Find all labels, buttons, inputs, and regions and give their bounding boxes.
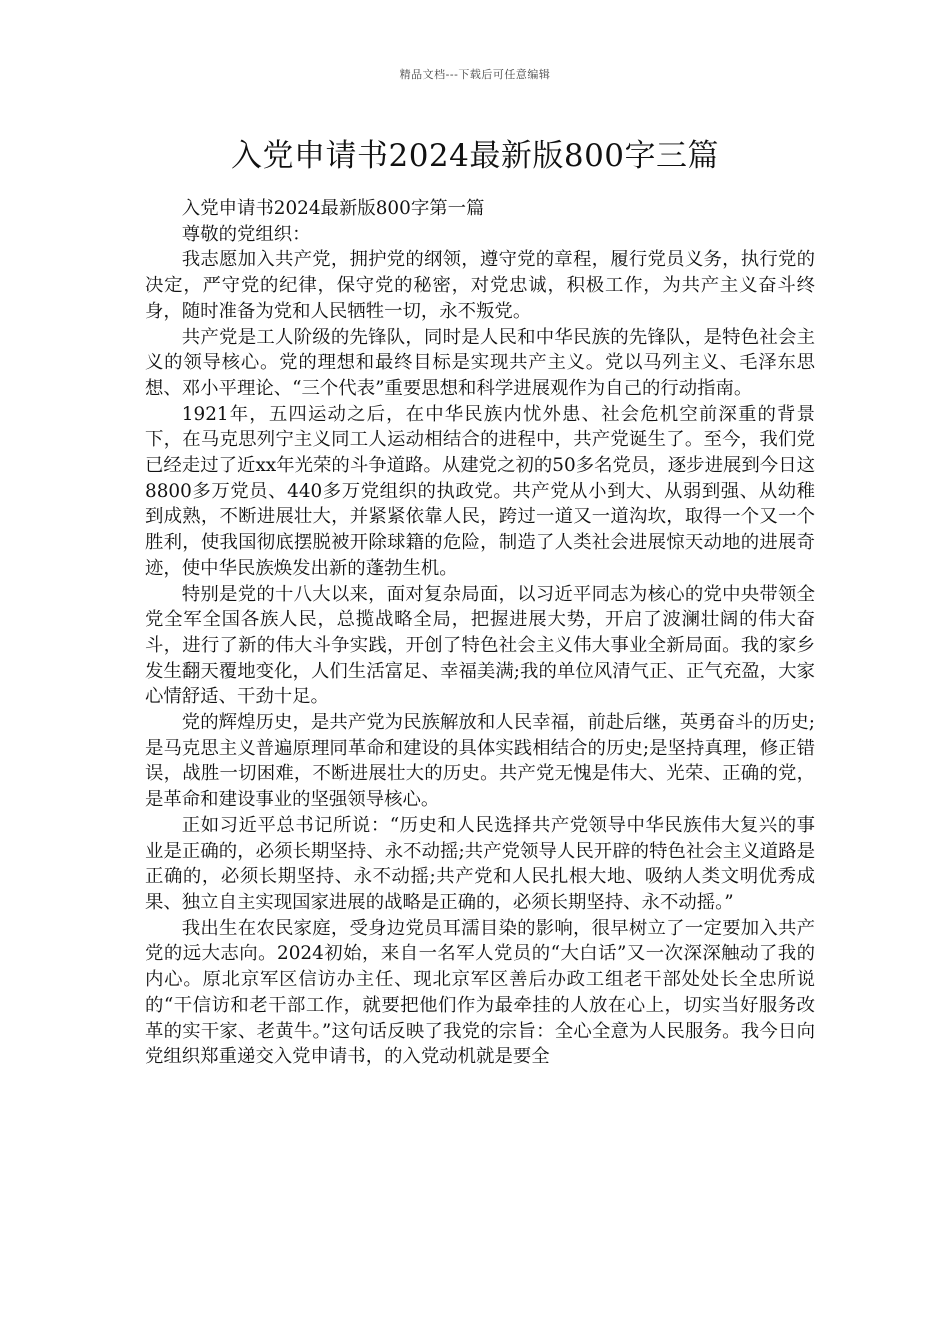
- document-title: 入党申请书2024最新版800字三篇: [230, 138, 720, 174]
- paragraph: 我出生在农民家庭，受身边党员耳濡目染的影响，很早树立了一定要加入共产党的远大志向。2024初始，来自一名军人党员的“大白话”又一次深深触动了我的内心。原北京军区信访办主任、现北京军区善后办政工组老干部处处长全忠所说的“干信访和老干部工作，就要把他们作为最牵挂的人放在心上，切实当好服务改革的实干家、老黄牛。”这句话反映了我党的宗旨：全心全意为人民服务。我今日向党组织郑重递交入党申请书，的入党动机就是要全: [145, 917, 815, 1068]
- salutation: 尊敬的党组织：: [181, 223, 311, 245]
- paragraph: 正如习近平总书记所说：“历史和人民选择共产党领导中华民族伟大复兴的事业是正确的，必须长期坚持、永不动摇;共产党领导人民开辟的特色社会主义道路是正确的，必须长期坚持、永不动摇;共产党和人民扎根大地、吸纳人类文明优秀成果、独立自主实现国家进展的战略是正确的，必须长期坚持、永不动摇。”: [145, 814, 815, 913]
- paragraph: 党的辉煌历史，是共产党为民族解放和人民幸福，前赴后继，英勇奋斗的历史;是马克思主义普遍原理同革命和建设的具体实践相结合的历史;是坚持真理，修正错误，战胜一切困难，不断进展壮大的历史。共产党无愧是伟大、光荣、正确的党，是革命和建设事业的坚强领导核心。: [145, 712, 815, 811]
- paragraph: 共产党是工人阶级的先锋队，同时是人民和中华民族的先锋队，是特色社会主义的领导核心。党的理想和最终目标是实现共产主义。党以马列主义、毛泽东思想、邓小平理论、“三个代表”重要思想和科学进展观作为自己的行动指南。: [145, 326, 815, 399]
- document-body: [145, 196, 815, 1070]
- header-note: 精品文档---下载后可任意编辑: [399, 68, 551, 81]
- section-heading: 入党申请书2024最新版800字第一篇: [181, 198, 485, 219]
- paragraph: 1921年，五四运动之后，在中华民族内忧外患、社会危机空前深重的背景下，在马克思列宁主义同工人运动相结合的进程中，共产党诞生了。至今，我们党已经走过了近xx年光荣的斗争道路。从建党之初的50多名党员，逐步进展到今日这8800多万党员、440多万党组织的执政党。共产党从小到大、从弱到强、从幼稚到成熟，不断进展壮大，并紧紧依靠人民，跨过一道又一道沟坎，取得一个又一个胜利，使我国彻底摆脱被开除球籍的危险，制造了人类社会进展惊天动地的进展奇迹，使中华民族焕发出新的蓬勃生机。: [145, 403, 815, 579]
- paragraph: 特别是党的十八大以来，面对复杂局面，以习近平同志为核心的党中央带领全党全军全国各族人民，总揽战略全局，把握进展大势，开启了波澜壮阔的伟大奋斗，进行了新的伟大斗争实践，开创了特色社会主义伟大事业全新局面。我的家乡发生翻天覆地变化，人们生活富足、幸福美满;我的单位风清气正、正气充盈，大家心情舒适、干劲十足。: [145, 583, 815, 708]
- paragraph: 我志愿加入共产党，拥护党的纲领，遵守党的章程，履行党员义务，执行党的决定，严守党的纪律，保守党的秘密，对党忠诚，积极工作，为共产主义奋斗终身，随时准备为党和人民牺牲一切，永不叛党。: [145, 249, 815, 322]
